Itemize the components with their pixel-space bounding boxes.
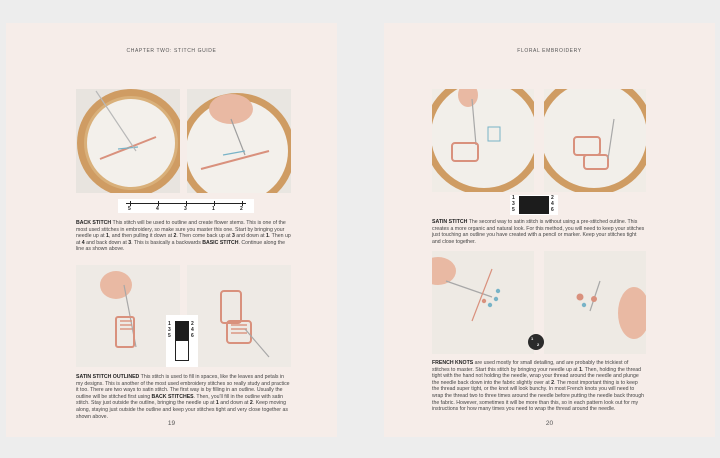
french-knots-text: . The most important thing is to keep the thread super tight, or the knot will look bunchy. In most French knots you will need to wrap the thread two to three times around the needle before putting the needle back through the fabric. However, sometimes it will be more than this, so in each pattern look out for my instructions for how many times you need to wrap the thread around the needle.	[432, 379, 644, 413]
diagram-filled-block	[175, 321, 189, 340]
diagram-label: 3	[512, 201, 515, 207]
page-number: 20	[545, 420, 554, 427]
right-page	[384, 23, 715, 437]
satin-outlined-text: . Then, you'll fill in the outline with satin stitch. Stay just outside the outline, bringing the needle up at	[76, 393, 284, 407]
step-number: 2	[249, 400, 253, 407]
step-number: 1	[579, 366, 582, 373]
step-number: 2	[173, 233, 177, 240]
diagram-label: 1	[531, 336, 534, 341]
diagram-label: 5	[512, 207, 515, 213]
step-number: 2	[551, 379, 554, 386]
diagram-label: 2	[551, 195, 554, 201]
satin-stitch-title: SATIN STITCH	[432, 219, 468, 225]
back-stitch-text: . Then up at	[76, 233, 291, 246]
chapter-header: CHAPTER TWO: STITCH GUIDE	[126, 48, 217, 54]
satin-outlined-title: SATIN STITCH OUTLINED	[76, 374, 140, 380]
back-stitch-text: . Continue along the line as shown above.	[76, 239, 285, 253]
step-number: 1	[215, 400, 219, 407]
photo-french-knot-2	[544, 251, 646, 354]
diagram-label: 5	[168, 333, 171, 339]
back-stitch-text: This stitch will be used to outline and create flower stems. This is one of the most used stitches in embroidery, so make sure you master this one. Start by bringing your needle up at	[76, 220, 286, 240]
french-knot-diagram	[528, 334, 544, 350]
french-knots-text: . Then, holding the thread tight with the hand not holding the needle, wrap your thread around the needle and plunge the needle back down into the fabric slightly over at	[432, 366, 641, 386]
back-stitch-text: and down at	[234, 233, 266, 240]
french-knots-paragraph	[432, 360, 646, 413]
back-stitch-text: . This is basically a backwards	[131, 239, 203, 246]
page-number: 19	[167, 420, 176, 427]
step-number: 3	[231, 233, 235, 240]
french-knot-illustration	[432, 251, 534, 354]
satin-stitch-diagram	[510, 195, 558, 215]
diagram-label: 6	[191, 333, 194, 339]
french-knots-text: are used mostly for small detailing, and are probably the trickiest of stitches to master. Start this stitch by bringing your needle up at	[432, 360, 629, 373]
photo-french-knot-1	[432, 251, 534, 354]
satin-outlined-diagram	[166, 315, 198, 367]
satin-outlined-illustration	[76, 265, 180, 367]
diagram-label: 2	[191, 321, 194, 327]
ruler-label: 4	[156, 206, 159, 212]
back-stitch-diagram	[118, 199, 254, 213]
back-stitch-paragraph	[76, 220, 291, 253]
back-stitches-link: BACK STITCHES	[151, 393, 194, 400]
satin-outlined-illustration	[187, 265, 291, 367]
back-stitch-text: . Then come back up at	[176, 233, 232, 240]
diagram-label: 4	[551, 201, 554, 207]
ruler-label: 5	[128, 206, 131, 212]
satin-stitch-text: The second way to satin stitch is without using a pre-stitched outline. This creates a more organic and natural look. For this method, you will need to keep your stitches just touching an outline you have created with a pencil or marker. Keep your stitches tight and close together.	[432, 219, 645, 245]
chapter-header: FLORAL EMBROIDERY	[517, 48, 582, 54]
step-number: 4	[81, 239, 85, 246]
back-stitch-title: BACK STITCH	[76, 220, 112, 226]
hoop-illustration	[76, 89, 180, 193]
back-stitch-text: and back down at	[84, 239, 129, 246]
satin-stitch-paragraph	[432, 219, 646, 245]
photo-satin-outlined-2	[187, 265, 291, 367]
satin-outlined-text: and down at	[218, 400, 250, 407]
diagram-label: 4	[191, 327, 194, 333]
ruler-label: 2	[240, 206, 243, 212]
diagram-label: 3	[168, 327, 171, 333]
diagram-filled-block	[519, 196, 549, 214]
photo-satin-outlined-1	[76, 265, 180, 367]
photo-satin-stitch-2	[544, 89, 646, 192]
diagram-label: 1	[168, 321, 171, 327]
basic-stitch-link: BASIC STITCH	[202, 239, 239, 246]
photo-back-stitch-hoop	[76, 89, 180, 193]
ruler-label: 1	[212, 206, 215, 212]
satin-outlined-text: . Keep moving along, staying just outside the outline and keep your stitches tight and very close together as shown above.	[76, 400, 288, 420]
left-page	[6, 23, 337, 437]
photo-back-stitch-needle	[187, 89, 291, 193]
satin-hoop-illustration	[432, 89, 534, 192]
ruler-label: 3	[184, 206, 187, 212]
step-number: 1	[266, 233, 269, 240]
diagram-label: 6	[551, 207, 554, 213]
step-number: 1	[106, 233, 109, 240]
hand-needle-illustration	[187, 89, 291, 193]
photo-satin-stitch-1	[432, 89, 534, 192]
satin-hoop-illustration	[544, 89, 646, 192]
satin-outlined-text: This stitch is used to fill in spaces, like the leaves and petals in my designs. This is another of the most used embroidery stitches so really study and practice it too. There are two ways to satin stitch. The first way is by filling in an outline. Usually the outline will be stitched first using	[76, 374, 290, 400]
back-stitch-text: , and then pulling it down at	[108, 233, 174, 240]
step-number: 3	[128, 239, 132, 246]
diagram-empty-block	[175, 340, 189, 361]
diagram-label: 2	[537, 342, 540, 347]
french-knot-illustration	[544, 251, 646, 354]
satin-outlined-paragraph	[76, 374, 291, 420]
diagram-label: 1	[512, 195, 515, 201]
french-knots-title: FRENCH KNOTS	[432, 360, 474, 366]
